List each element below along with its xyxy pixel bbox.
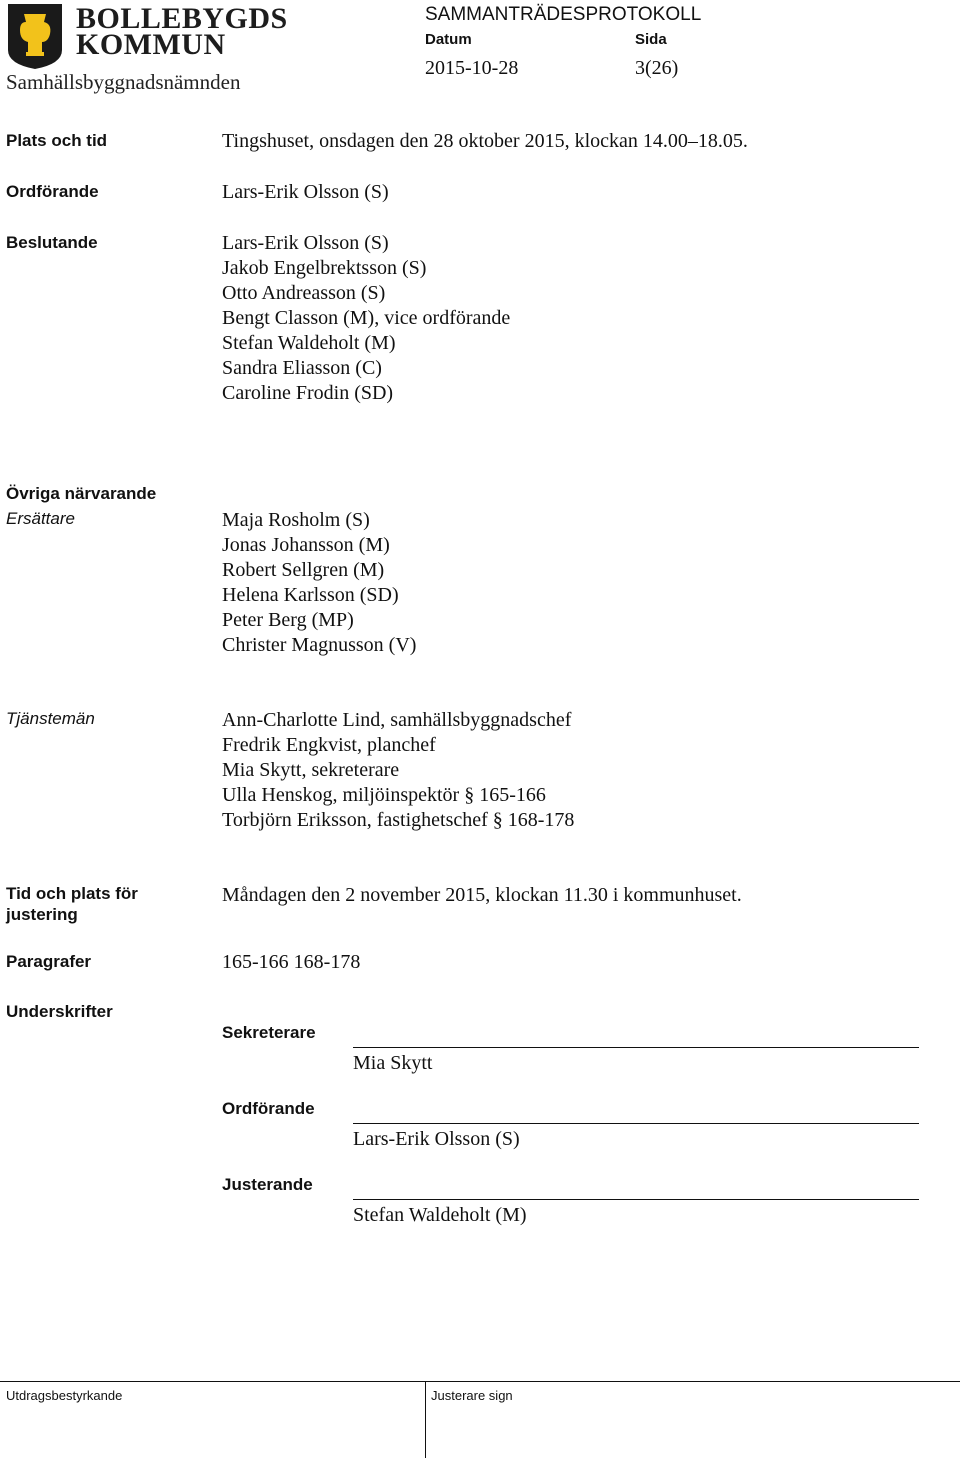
list-item: Peter Berg (MP) (222, 609, 354, 631)
deciding-list (222, 231, 510, 406)
chair-value: Lars-Erik Olsson (S) (222, 181, 389, 203)
signatures-label: Underskrifter (6, 1002, 113, 1021)
place-value: Tingshuset, onsdagen den 28 oktober 2015, klockan 14.00–18.05. (222, 130, 748, 152)
place-label: Plats och tid (6, 131, 108, 150)
officials-label: Tjänstemän (6, 709, 95, 728)
secretary-name: Mia Skytt (353, 1052, 433, 1074)
deciding-label: Beslutande (6, 233, 98, 252)
list-item: Ulla Henskog, miljöinspektör § 165-166 (222, 784, 546, 806)
list-item: Caroline Frodin (SD) (222, 382, 394, 404)
chair-signature-label: Ordförande (222, 1099, 315, 1118)
chair-label: Ordförande (6, 182, 99, 201)
adjust-value: Måndagen den 2 november 2015, klockan 11.30 i kommunhuset. (222, 884, 742, 906)
chair-signature-name: Lars-Erik Olsson (S) (353, 1128, 520, 1150)
list-item: Fredrik Engkvist, planchef (222, 734, 436, 756)
list-item: Lars-Erik Olsson (S) (222, 232, 389, 254)
footer-column-divider (425, 1381, 426, 1458)
brand-line-2: KOMMUN (76, 28, 226, 61)
signature-line (353, 1199, 919, 1200)
page-value: 3(26) (635, 57, 679, 79)
list-item: Otto Andreasson (S) (222, 282, 386, 304)
adjust-label (6, 883, 138, 925)
footer-adjuster-sign-label: Justerare sign (431, 1388, 513, 1403)
department-name: Samhällsbyggnadsnämnden (6, 70, 241, 94)
list-item: Jonas Johansson (M) (222, 534, 390, 556)
list-item: Stefan Waldeholt (M) (222, 332, 396, 354)
date-value: 2015-10-28 (425, 57, 519, 79)
officials-list (222, 708, 574, 833)
adjust-label-line-2: justering (6, 905, 78, 924)
list-item: Bengt Classon (M), vice ordförande (222, 307, 511, 329)
substitutes-label: Ersättare (6, 509, 75, 528)
adjuster-label: Justerande (222, 1175, 313, 1194)
list-item: Mia Skytt, sekreterare (222, 759, 400, 781)
date-label: Datum (425, 31, 472, 48)
adjuster-name: Stefan Waldeholt (M) (353, 1204, 527, 1226)
brand-line-1: BOLLEBYGDS (76, 2, 288, 35)
signature-line (353, 1047, 919, 1048)
signature-line (353, 1123, 919, 1124)
list-item: Jakob Engelbrektsson (S) (222, 257, 427, 279)
list-item: Christer Magnusson (V) (222, 634, 417, 656)
footer-divider (0, 1381, 960, 1382)
list-item: Sandra Eliasson (C) (222, 357, 382, 379)
adjust-label-line-1: Tid och plats för (6, 884, 138, 903)
others-label: Övriga närvarande (6, 484, 157, 503)
list-item: Robert Sellgren (M) (222, 559, 385, 581)
list-item: Helena Karlsson (SD) (222, 584, 399, 606)
municipality-logo (6, 2, 64, 70)
footer-certification-label: Utdragsbestyrkande (6, 1388, 123, 1403)
document-type: SAMMANTRÄDESPROTOKOLL (425, 4, 702, 25)
list-item: Torbjörn Eriksson, fastighetschef § 168-178 (222, 809, 575, 831)
page-label: Sida (635, 31, 667, 48)
paragraphs-label: Paragrafer (6, 952, 92, 971)
list-item: Ann-Charlotte Lind, samhällsbyggnadschef (222, 709, 572, 731)
secretary-label: Sekreterare (222, 1023, 316, 1042)
list-item: Maja Rosholm (S) (222, 509, 370, 531)
paragraphs-value: 165-166 168-178 (222, 951, 361, 973)
substitutes-list (222, 508, 416, 658)
